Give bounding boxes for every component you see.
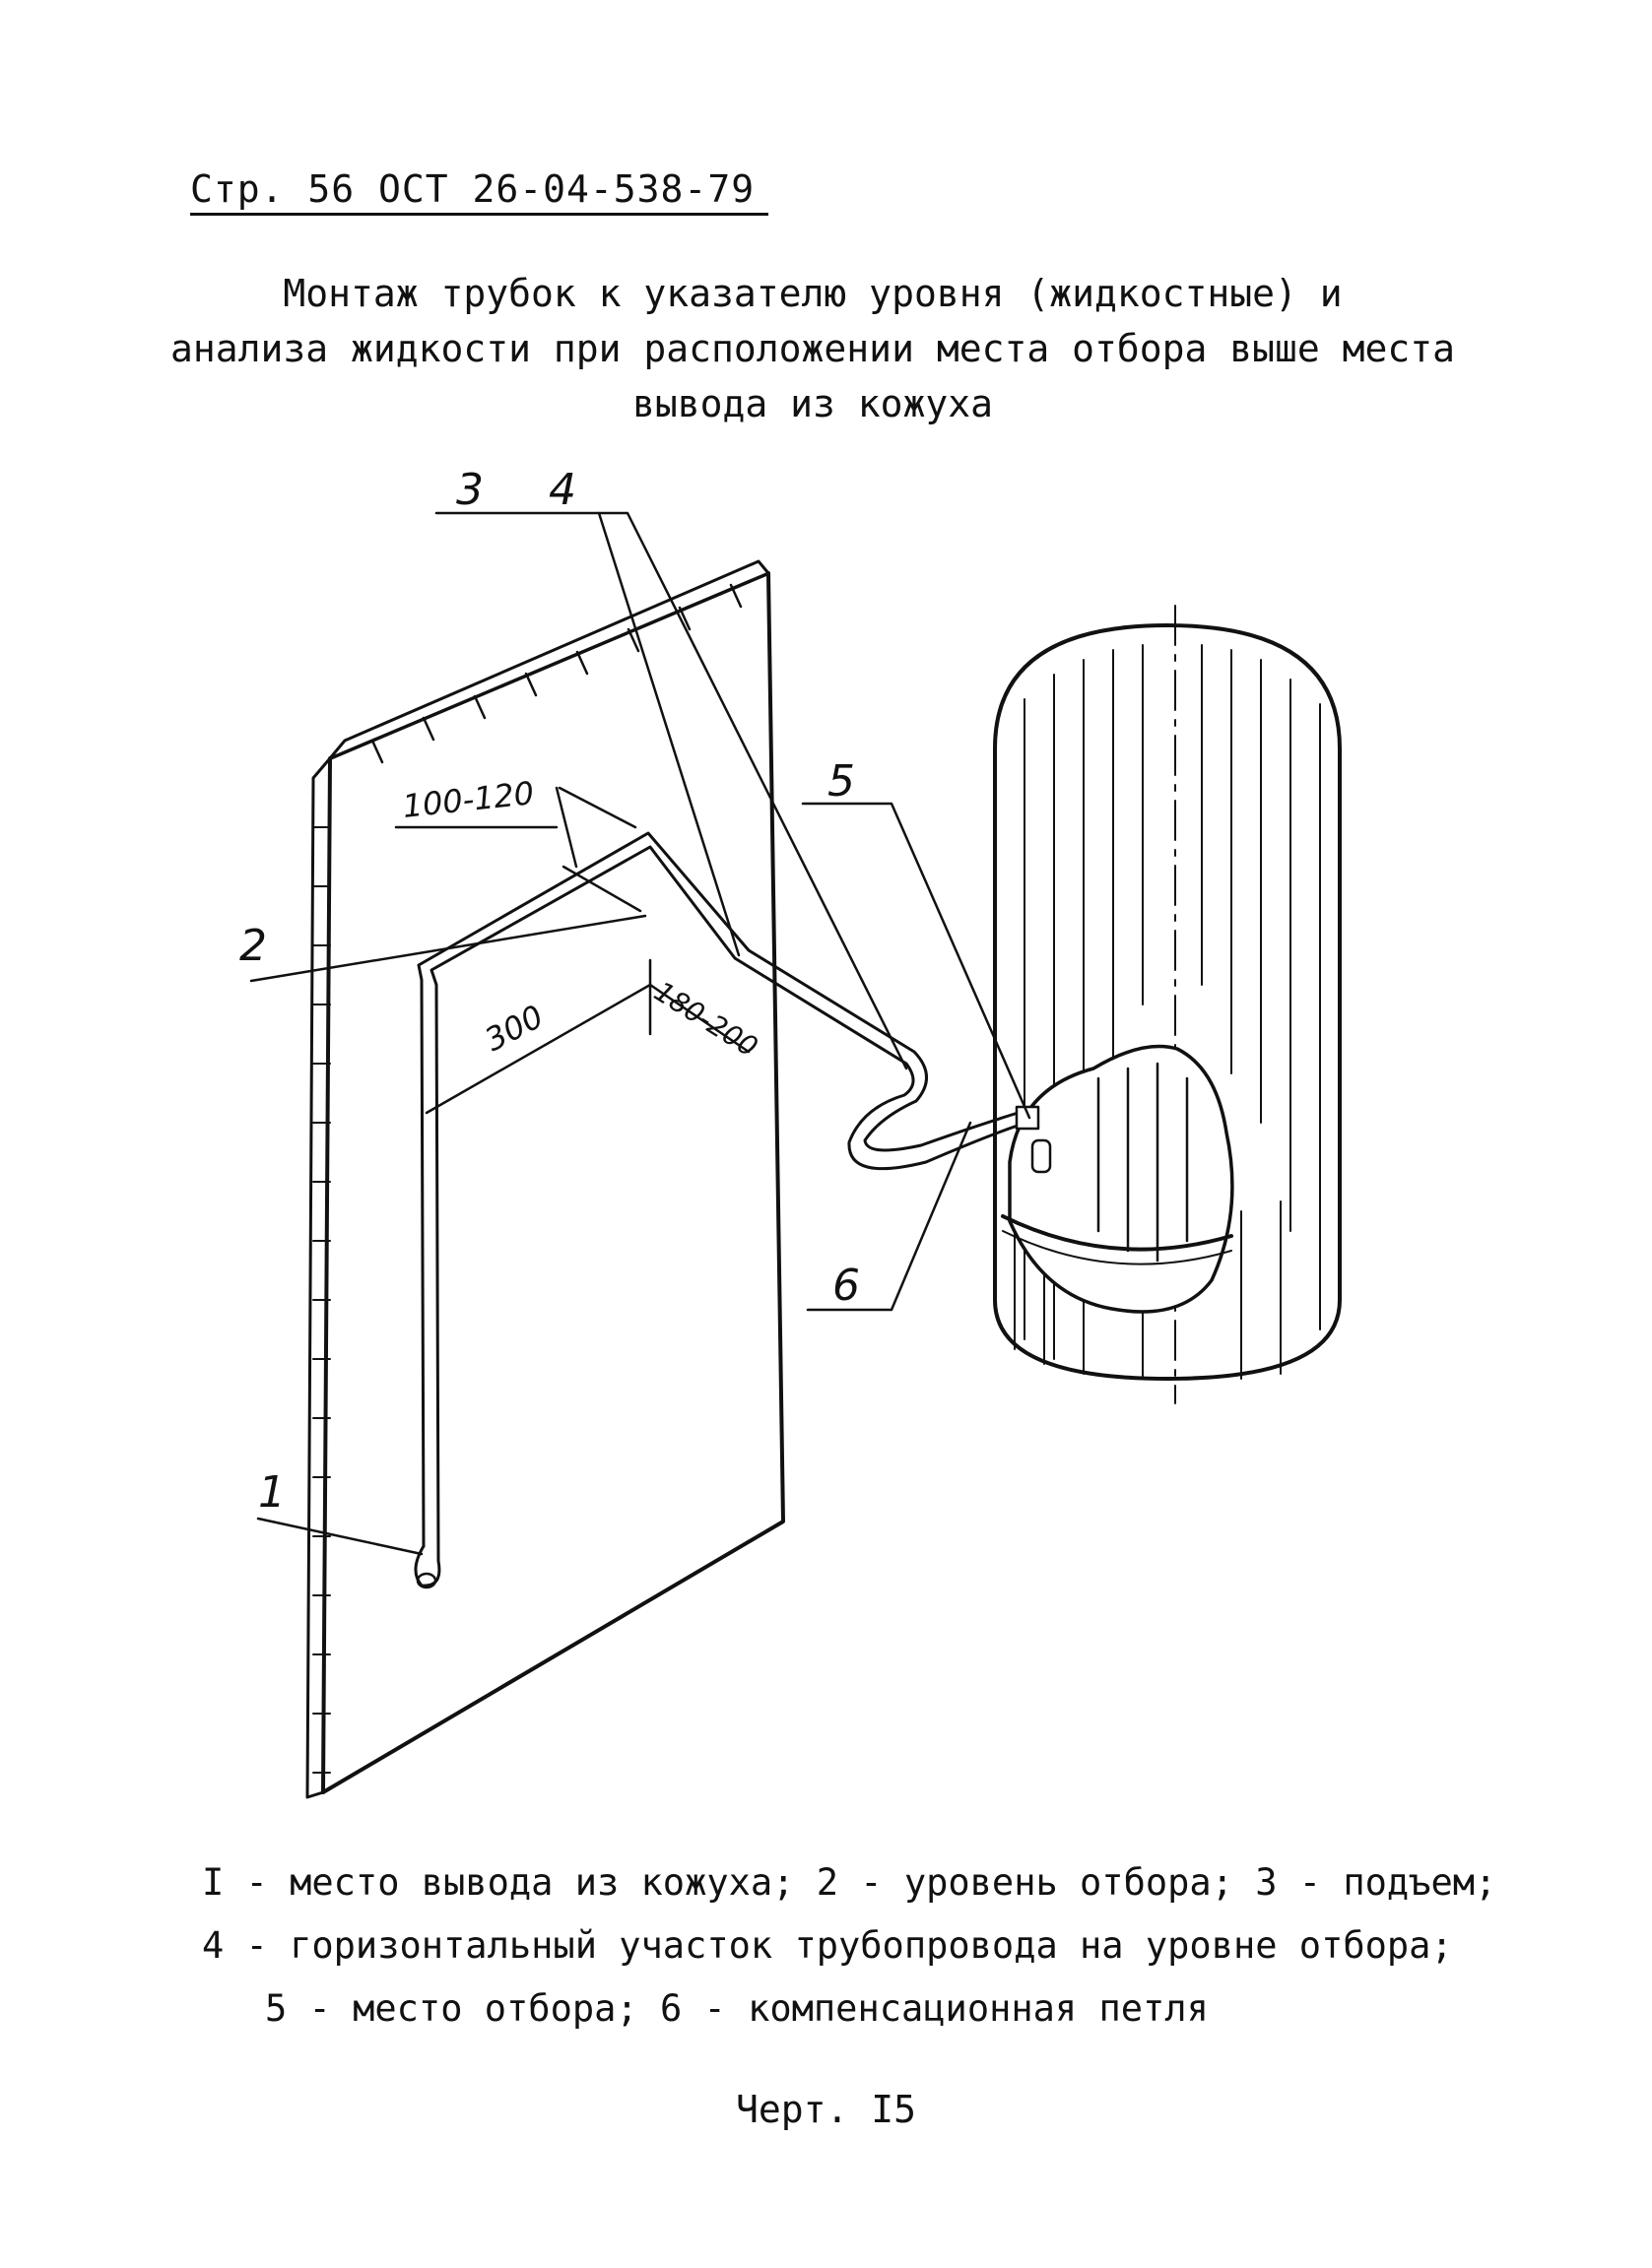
legend-line-1: I - место вывода из кожуха; 2 - уровень отбора; 3 - подъем; xyxy=(202,1861,1497,1904)
callout-1: 1 xyxy=(258,1467,286,1518)
vessel-cutaway xyxy=(1003,1047,1232,1313)
legend-line-2: 4 - горизонтальный участок трубопровода на уровне отбора; xyxy=(202,1924,1453,1967)
title-line-2: анализа жидкости при расположении места отбора выше места xyxy=(169,327,1456,370)
title-line-3: вывода из кожуха xyxy=(631,382,994,425)
page-header: Стр. 56 ОСТ 26-04-538-79 xyxy=(190,167,768,216)
figure-caption: Черт. I5 xyxy=(735,2088,917,2131)
technical-drawing xyxy=(0,423,1652,1822)
dimension-180-200: 180-200 xyxy=(648,974,763,1064)
dimension-300: 300 xyxy=(478,997,550,1060)
callout-4: 4 xyxy=(549,465,576,515)
wall-panel xyxy=(307,561,783,1797)
callout-6: 6 xyxy=(832,1261,860,1311)
callout-2: 2 xyxy=(239,921,267,971)
legend-line-3: 5 - место отбора; 6 - компенсационная петля xyxy=(265,1987,1209,2030)
callout-5: 5 xyxy=(827,756,855,807)
figure-title xyxy=(158,266,1468,431)
title-line-1: Монтаж трубок к указателю уровня (жидкостные) и xyxy=(283,272,1343,315)
legend xyxy=(202,1851,1497,2041)
callout-3: 3 xyxy=(456,465,484,515)
dimension-100-120: 100-120 xyxy=(400,774,536,825)
